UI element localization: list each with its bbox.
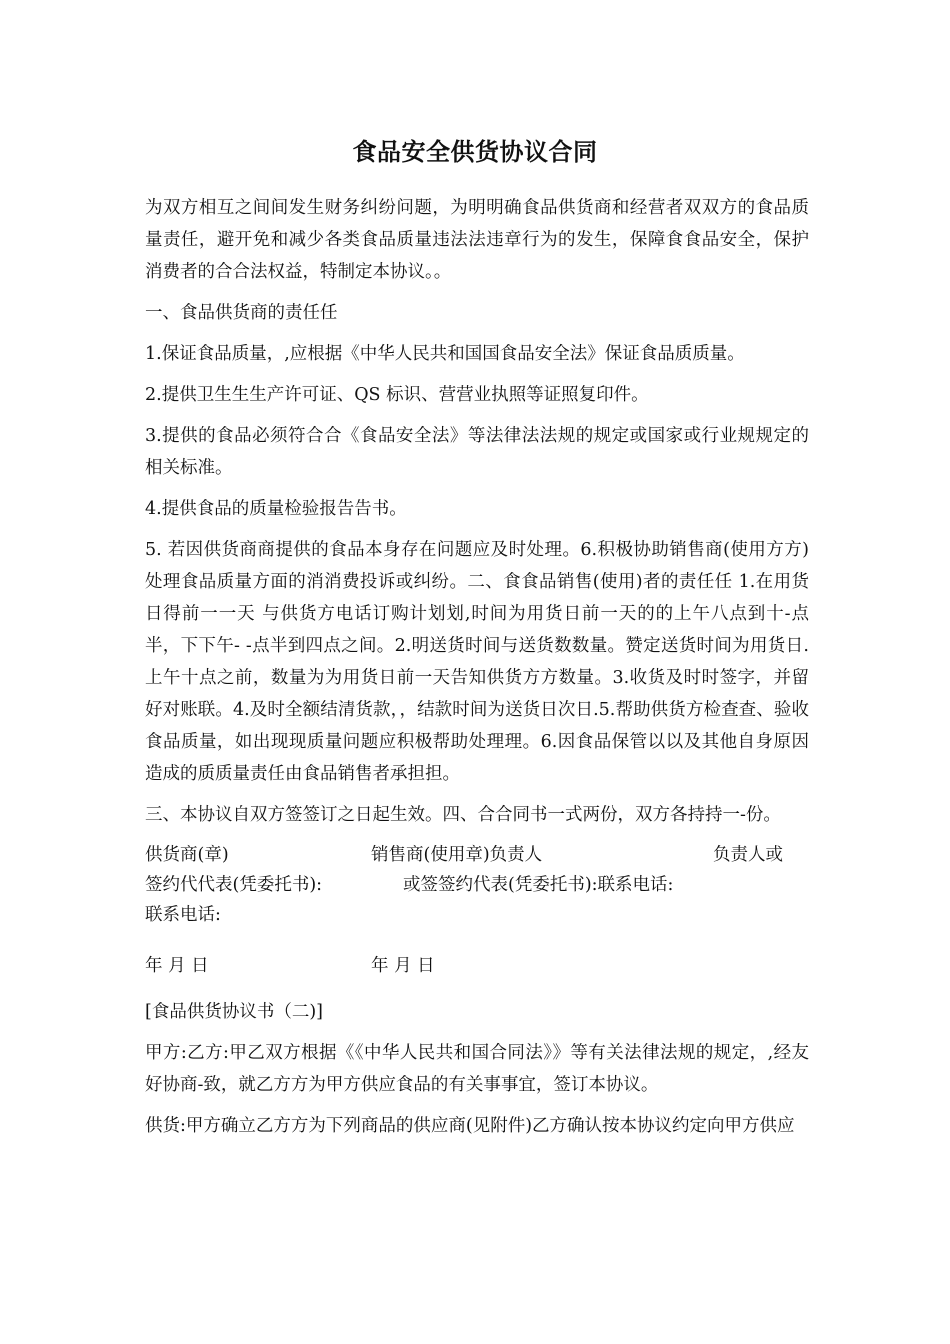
seller-seal-label: 销售商(使用章)负责人 bbox=[371, 845, 543, 865]
seller-date: 年 月 日 bbox=[371, 956, 435, 976]
signature-row-2 bbox=[145, 870, 809, 900]
signature-row-1 bbox=[145, 840, 809, 870]
document-title: 食品安全供货协议合同 bbox=[352, 137, 598, 166]
signature-row-3 bbox=[145, 900, 809, 930]
date-row bbox=[145, 950, 809, 982]
duties-combined-paragraph: 5. 若因供货商商提供的食品本身存在问题应及时处理。6.积极协助销售商(使用方方)处理食品质量方面的消消费投诉或纠纷。二、食食品销售(使用)者的责任任 1.在用货日得前一一天 与供货方电话订购计划划,时间为用货日前一天的的上午八点到十-点半，下下午- -点半到四点之间。2.明送货时间与送货数数量。赞定送货时间为用货日.上午十点之前，数量为为用货日前一天告知供货方方数量。3.收货及时时签字，并留好对账联。4.及时全额结清货款，，结款时间为送货日次日.5.帮助供货方检查查、验收食品质量，如出现现质量问题应积极帮助处理理。6.因食品保管以以及其他自身原因造成的质质量责任由食品销售者承担担。 bbox=[145, 540, 809, 784]
effectiveness-clause: 三、本协议自双方签签订之日起生效。四、合合同书一式两份，双方各持持一-份。 bbox=[145, 805, 781, 825]
supplier-duty-item-2: 2.提供卫生生生产许可证、QS 标识、营营业执照等证照复印件。 bbox=[145, 385, 649, 405]
subdocument-heading: [食品供货协议书（二)] bbox=[145, 1002, 323, 1022]
supplier-duty-item-3: 3.提供的食品必须符合合《食品安全法》等法律法法规的规定或国家或行业规规定的相关标准。 bbox=[145, 426, 809, 478]
signature-block bbox=[145, 840, 809, 930]
supplier-seal-label: 供货商(章) bbox=[145, 845, 229, 865]
subdocument-supply-clause: 供货:甲方确立乙方方为下列商品的供应商(见附件)乙方确认按本协议约定向甲方供应 bbox=[145, 1116, 795, 1136]
supplier-representative-label: 签约代代表(凭委托书): bbox=[145, 875, 323, 895]
section-heading-supplier-duties: 一、食品供货商的责任任 bbox=[145, 303, 338, 323]
supplier-duty-item-1: 1.保证食品质量，,应根据《中华人民共和国国食品安全法》保证食品质质量。 bbox=[145, 344, 745, 364]
intro-paragraph: 为双方相互之间间发生财务纠纷问题，为明明确食品供货商和经营者双双方的食品质量责任，避开免和减少各类食品质量违法法违章行为的发生，保障食食品安全，保护消费者的合合法权益，特制定本协议。。 bbox=[145, 198, 809, 282]
supplier-duty-item-4: 4.提供食品的质量检验报告告书。 bbox=[145, 499, 407, 519]
responsible-person-label: 负责人或 bbox=[713, 845, 783, 865]
seller-representative-label: 或签签约代表(凭委托书):联系电话: bbox=[403, 875, 674, 895]
supplier-date: 年 月 日 bbox=[145, 956, 209, 976]
supplier-phone-label: 联系电话: bbox=[145, 905, 221, 925]
document-body bbox=[145, 192, 809, 1151]
subdocument-preamble: 甲方:乙方:甲乙双方根据《《中华人民共和国合同法》》等有关法律法规的规定，,经友好协商-致，就乙方方为甲方供应食品的有关事事宜，签订本协议。 bbox=[145, 1043, 809, 1095]
